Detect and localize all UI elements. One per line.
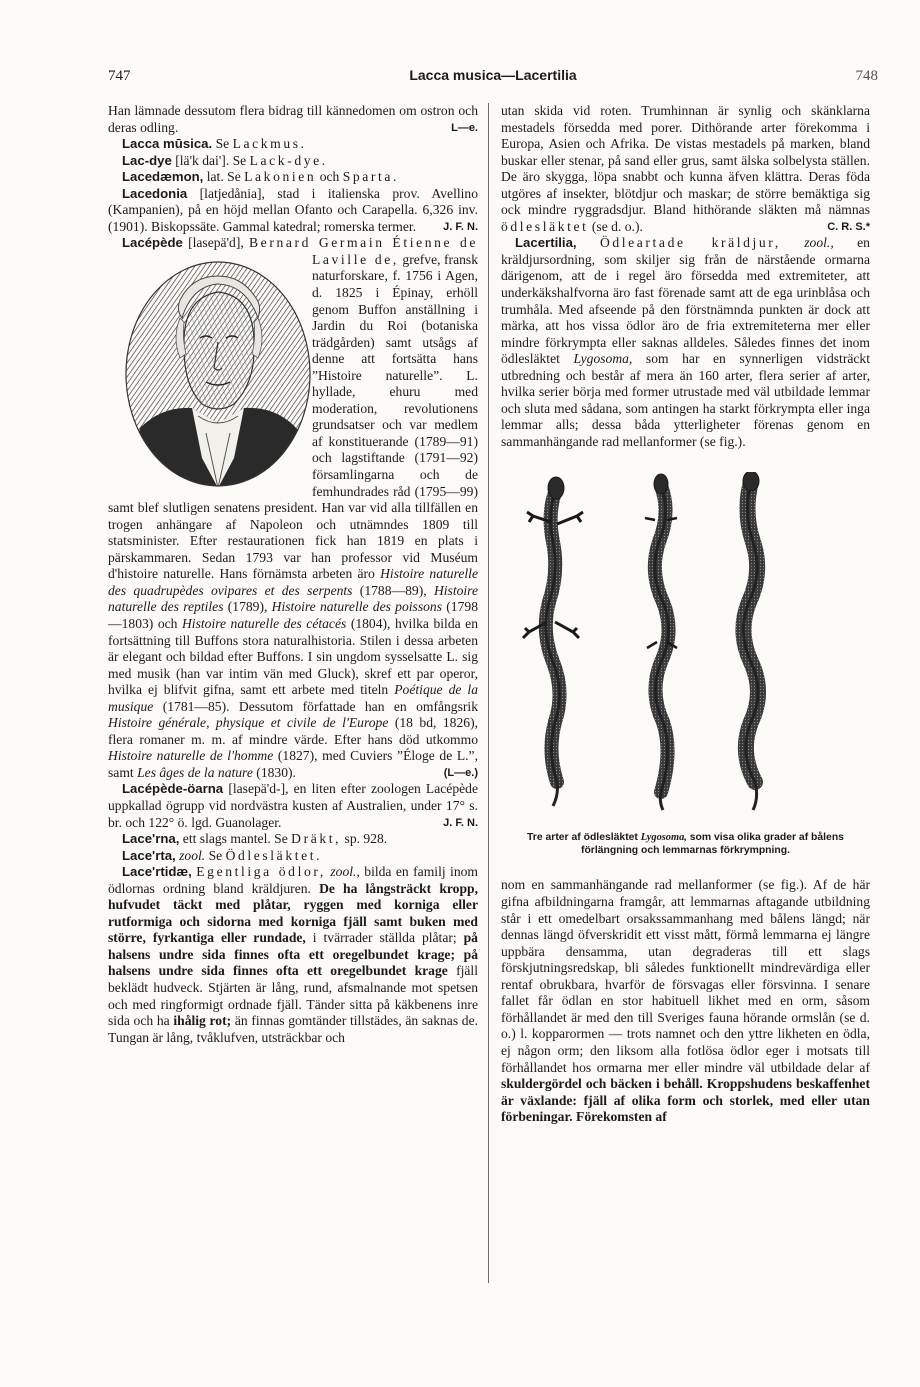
entry-lac-dye: Lac-dye [lä'k dai']. Se Lack-dye. <box>122 152 328 168</box>
work-title: Histoire naturelle des cétacés <box>181 615 347 631</box>
author-signature: J. F. N. <box>443 816 478 829</box>
column-divider <box>488 103 489 1283</box>
entry-lacepede-oarna: Lacépède-öarna [lasepä'd-], en liten efter zoologen Lacépède uppkallad ögrupp vid nordvästra kusten af Australien, under 17° s. br. och 122° ö. lgd. Guanolager. J. F. N. <box>108 781 479 830</box>
headword: Lacedæmon, <box>122 169 204 185</box>
genus-name: Lygosoma, <box>573 351 633 367</box>
headword: Lace'rna, <box>122 831 180 847</box>
entry-lacedaemon: Lacedæmon, lat. Se Lakonien och Sparta. <box>122 169 400 185</box>
continued-paragraph: utan skida vid roten. Trumhinnan är synlig och skänklarna mestadels försedda med porer. Dithörande arter förekomma i Europa, Asien och Afrika. De vistas mestadels på marken, bland buskar eller stenar, på sand eller grus, samt älska solbelysta ställen. De äro skygga, löpa snabbt och kunna äfven klättra. Deras föda utgöres af insekter, blötdjur och maskar; de större bemäktiga sig ock mindre ryggradsdjur. Bland hithörande släkten må nämnas ödlesläktet (se d. o.). C. R. S.* <box>501 103 870 234</box>
vernacular-name: Egentliga ödlor, <box>196 864 326 880</box>
lizard-1 <box>523 477 583 806</box>
cross-reference[interactable]: Lakonien <box>244 169 317 185</box>
entry-lacepede: Lacépède [lasepä'd], Bernard Germain Étienne de Laville de, grefve, fransk naturforskare, f. 1756 i Agen, d. 1825 i Épinay, erhöll genom Buffon anställning i Jardin du Roi (botaniska trädgården) samt utsågs af denne att fortsätta hans ”Histoire naturelle”. L. hyllade, ehuru med moderation, revolutionens grundsatser och var medlem af konstituerande (1789—91) och lagstiftande (1791—92) församlingarna och de femhundrades råd (1795—99) samt blef slutligen senatens president. Han var vid alla tillfällen en trogen anhängare af Napoleon och utnämndes 1809 till statsminister. Efter restaurationen fick han 1819 en plats i pärskammaren. Sedan 1793 var han professor vid Muséum d'histoire naturelle. Hans förnämsta arbeten äro Histoire naturelle des quadrupèdes ovipares et des serpents (1788—89), Histoire naturelle des reptiles (1789), Histoire naturelle des poissons (1798—1803) och Histoire naturelle des cétacés (1804), hvilka bilda en fortsättning till Buffons stora naturalhistoria. Stilen i dessa arbeten är elegant och bildad efter Buffons. I sin ungdom sysselsatte L. sig med musik (han var intim vän med Gluck), skref ett par operor, hvilka ej blifvit gifna, samt ett arbete med titeln Poétique de la musique (1781—85). Dessutom författade han en omfångsrik Histoire générale, physique et civile de l'Europe (18 bd, 1826), flera romaner m. m. af mindre värde. Efter hans död utkommo Histoire naturelle de l'homme (1827), med Cuviers ”Éloge de L.”, samt Les âges de la nature (1830). (L—e.) <box>108 235 479 780</box>
cross-reference[interactable]: ödlesläktet <box>501 218 589 234</box>
author-signature: C. R. S.* <box>827 220 870 233</box>
work-title: Les âges de la nature <box>137 764 253 780</box>
person-name: Bernard Germain Étienne de Laville de, <box>249 235 479 267</box>
work-title: Histoire naturelle des quadrupèdes ovipares et des serpents <box>108 566 478 598</box>
headword: Lacca mūsica. <box>122 136 213 152</box>
headword: Lacertilia, <box>515 235 577 251</box>
figure-caption: Tre arter af ödlesläktet Lygosoma, som visa olika grader af bålens förlängning och lemmarnas förkrympning. <box>527 832 844 856</box>
portrait-image <box>108 258 300 488</box>
cross-reference[interactable]: Ödlesläktet. <box>225 847 323 863</box>
lygosoma-lizards-icon <box>501 472 870 812</box>
work-title: Histoire naturelle des poissons <box>271 599 443 615</box>
cross-reference[interactable]: Sparta. <box>342 169 400 185</box>
work-title: Histoire naturelle des reptiles <box>108 582 479 615</box>
page-header <box>108 66 878 88</box>
right-column <box>501 103 870 1126</box>
work-title: Histoire naturelle de l'homme <box>108 748 274 764</box>
author-signature: (L—e.) <box>443 766 478 779</box>
continued-paragraph-lacertilia: nom en sammanhängande rad mellanformer (se fig.). Af de här gifna afbildningarna framgår, att lemmarnas aftagande utbildning står i ett omedelbart orsakssammanhang med bålens längd; när dennas längd öfverskridit ett visst mått, förmå lemmarna ej längre uppbära densamma, utan degraderas till ett slags förskjutningsredskap, bli således funktionellt mindrevärdiga eller rentaf obrukbara, hvarför de försvagas eller försvinna. I senare fallet får ödlan en stor habituell likhet med en orm, såsom förhållandet är med den till Sveriges fauna hörande ormslån (se d. o.) l. kopparormen — trots namnet och den yttre likheten en ödla, ej någon orm; den liksom alla fotlösa ödlor eger i motsats till förhållandet hos ormarna mer eller mindre väl utbildade delar af skuldergördel och bäcken i behåll. Kroppshudens beskaffenhet är växlande: fjäll af olika form och storlek, med eller utan förbeningar. Förekomsten af <box>501 877 870 1125</box>
headword: Lac-dye <box>122 152 172 168</box>
entry-lacedonia: Lacedonia [latjedånia], stad i italienska prov. Avellino (Kampanien), på en höjd mellan Ofanto och Carapella. 6,326 inv. (1901). Biskopssäte. Gammal katedral; romerska termer. J. F. N. <box>108 185 478 234</box>
author-signature: J. F. N. <box>443 220 478 233</box>
headword: Lacépède <box>122 235 183 251</box>
lizard-2 <box>645 474 677 810</box>
work-title: Histoire générale, physique et civile de l'Europe <box>108 715 389 731</box>
author-signature: L—e. <box>451 121 478 134</box>
entry-lacerta: Lace'rta, zool. Se Ödlesläktet. <box>122 847 323 863</box>
portrait-engraving-icon <box>122 258 314 488</box>
work-title: Poétique de la musique <box>108 682 478 714</box>
continued-paragraph: Han lämnade dessutom flera bidrag till kännedomen om ostron och deras odling. L—e. <box>108 103 478 135</box>
running-head: Lacca musica—Lacertilia <box>409 67 577 83</box>
page-number-right: 748 <box>855 68 878 84</box>
lizard-figure <box>501 472 870 830</box>
headword: Lace'rta, <box>122 847 176 863</box>
entry-lacca-musica: Lacca mūsica. Se Lackmus. <box>122 136 307 152</box>
cross-reference[interactable]: Lack-dye. <box>249 152 328 168</box>
cross-reference[interactable]: Dräkt, <box>291 831 342 847</box>
cross-reference[interactable]: Lackmus. <box>232 136 307 152</box>
lizard-3 <box>743 472 759 810</box>
entry-lacertilia: Lacertilia, Ödleartade kräldjur, zool., en kräldjursordning, som skiljer sig från de närstående ormarna därigenom, att de i regel äro försedda med extremiteter, att underkäkshalfvorna äro fast förenade samt att de ega urinblåsa och trumhåla. Med afseende på den förstnämnda punkten är dock att märka, att hos vissa ödlor äro de fria extremiteterna mer eller mindre förkrympta eller saknas alldeles. Således finnes det inom ödlesläktet Lygosoma, som har en synnerligen vidsträckt utbredning och består af mera än 160 arter, flera serier af arter, hvilka serier börja med former utrustade med väl utbildade lemmar och sluta med sådana, som antingen ha starkt förkrympta eller inga lemmar alls; dessa båda ytterligheter förenas genom en sammanhängande rad mellanformer (se fig.). <box>501 235 870 449</box>
headword: Lacedonia <box>122 185 188 201</box>
left-column <box>108 103 478 1046</box>
headword: Lacépède-öarna <box>122 781 224 797</box>
entry-lacertidae: Lace'rtidæ, Egentliga ödlor, zool., bilda en familj inom ödlornas ordning bland kräldjuren. De ha långsträckt kropp, hufvudet täckt med plåtar, ryggen med korniga eller rutformiga och sidorna med korniga fjäll samt buken med större, fyrkantiga eller rundade, i tvärrader ställda plåtar; på halsens undre sida finnes ofta ett oregelbundet krage; på halsens undre sida finnes ofta ett oregelbundet krage fjäll beklädt hudveck. Stjärten är lång, rund, afsmalnande mot spetsen och med ringformigt ordnade fjäll. Tänder sitta på käkbenens inre sida och ha ihålig rot; än finnas gomtänder tillstädes, än saknas de. Tungan är lång, tvåklufven, utsträckbar och <box>108 864 479 1045</box>
page-number-left: 747 <box>108 68 131 84</box>
headword: Lace'rtidæ, <box>122 864 192 880</box>
vernacular-name: Ödleartade kräldjur, <box>599 235 781 251</box>
entry-lacerna: Lace'rna, ett slags mantel. Se Dräkt, sp. 928. <box>122 831 388 847</box>
